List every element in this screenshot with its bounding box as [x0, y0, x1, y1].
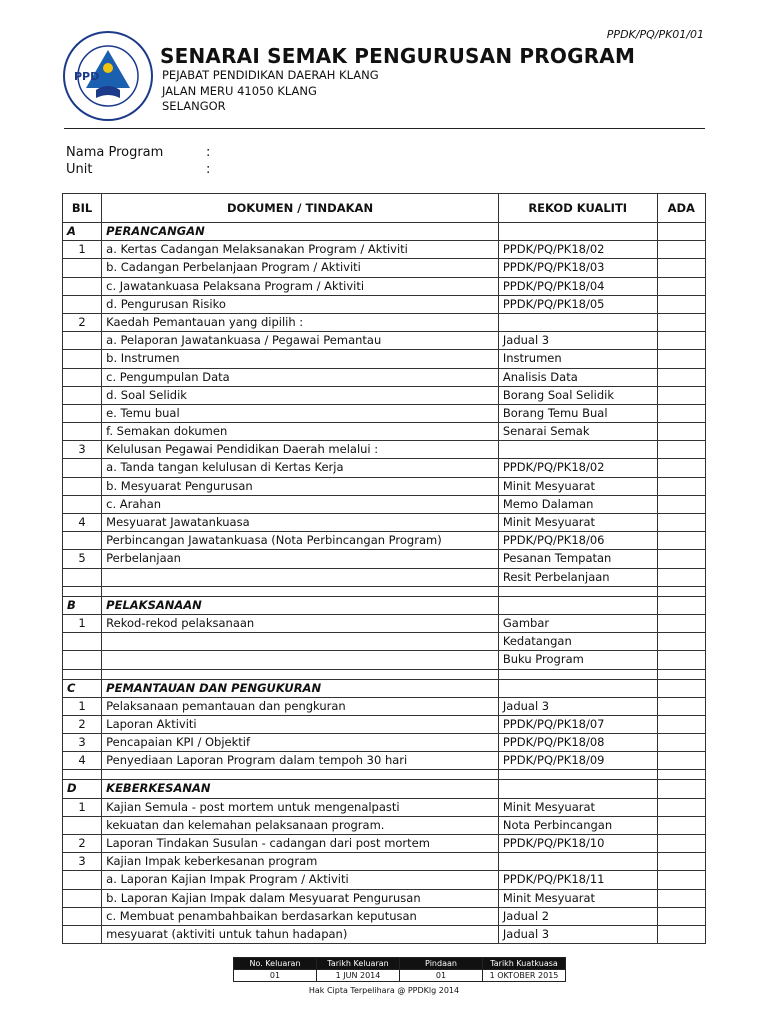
cell-rekod: Minit Mesyuarat	[498, 477, 657, 495]
cell-dokumen: Perbelanjaan	[102, 550, 499, 568]
cell-bil	[63, 423, 102, 441]
office-address	[162, 68, 379, 115]
table-row	[63, 697, 706, 715]
ada-checkbox-cell[interactable]	[657, 495, 705, 513]
ada-checkbox-cell[interactable]	[657, 532, 705, 550]
cell-rekod: Jadual 3	[498, 925, 657, 943]
cell-rekod: Minit Mesyuarat	[498, 889, 657, 907]
ada-checkbox-cell[interactable]	[657, 386, 705, 404]
field-separator: :	[206, 145, 211, 160]
cell-rekod: Minit Mesyuarat	[498, 514, 657, 532]
cell-rekod: Buku Program	[498, 651, 657, 669]
cell-rekod: Kedatangan	[498, 633, 657, 651]
table-row	[63, 633, 706, 651]
cell-bil	[63, 295, 102, 313]
table-row	[63, 313, 706, 331]
cell-bil	[63, 350, 102, 368]
cell-dokumen: c. Jawatankuasa Pelaksana Program / Aktiviti	[102, 277, 499, 295]
cell-bil	[63, 259, 102, 277]
section-row	[63, 596, 706, 614]
cell-dokumen	[102, 586, 499, 596]
cell-bil	[63, 277, 102, 295]
cell-rekod	[498, 853, 657, 871]
copyright-text: Hak Cipta Terpelihara @ PPDKlg 2014	[308, 986, 460, 995]
cell-bil	[63, 495, 102, 513]
cell-bil: D	[63, 780, 102, 798]
cell-dokumen: kekuatan dan kelemahan pelaksanaan program.	[102, 816, 499, 834]
table-row	[63, 871, 706, 889]
cell-rekod: PPDK/PQ/PK18/02	[498, 459, 657, 477]
table-row	[63, 368, 706, 386]
cell-rekod: PPDK/PQ/PK18/06	[498, 532, 657, 550]
cell-bil	[63, 386, 102, 404]
cell-dokumen: Kelulusan Pegawai Pendidikan Daerah melalui :	[102, 441, 499, 459]
table-row	[63, 459, 706, 477]
table-row	[63, 752, 706, 770]
cell-bil: 2	[63, 835, 102, 853]
cell-rekod: PPDK/PQ/PK18/03	[498, 259, 657, 277]
section-row	[63, 679, 706, 697]
table-row	[63, 816, 706, 834]
cell-bil: B	[63, 596, 102, 614]
ada-checkbox-cell[interactable]	[657, 752, 705, 770]
ada-checkbox-cell[interactable]	[657, 853, 705, 871]
cell-dokumen: Laporan Aktiviti	[102, 715, 499, 733]
cell-bil: 4	[63, 752, 102, 770]
revision-value: 1 OKTOBER 2015	[483, 970, 566, 982]
ada-checkbox-cell[interactable]	[657, 697, 705, 715]
ada-checkbox-cell[interactable]	[657, 477, 705, 495]
cell-rekod	[498, 441, 657, 459]
cell-dokumen: Penyediaan Laporan Program dalam tempoh 30 hari	[102, 752, 499, 770]
cell-rekod: Borang Temu Bual	[498, 404, 657, 422]
cell-rekod	[498, 679, 657, 697]
table-row	[63, 925, 706, 943]
cell-dokumen	[102, 669, 499, 679]
ada-checkbox-cell[interactable]	[657, 633, 705, 651]
revision-value: 01	[234, 970, 317, 982]
cell-dokumen: b. Cadangan Perbelanjaan Program / Aktiviti	[102, 259, 499, 277]
cell-dokumen: a. Kertas Cadangan Melaksanakan Program / Aktiviti	[102, 241, 499, 259]
cell-bil	[63, 871, 102, 889]
cell-rekod: PPDK/PQ/PK18/07	[498, 715, 657, 733]
cell-rekod: Jadual 3	[498, 332, 657, 350]
address-line: PEJABAT PENDIDIKAN DAERAH KLANG	[162, 68, 379, 82]
cell-rekod: Jadual 2	[498, 907, 657, 925]
cell-dokumen	[102, 770, 499, 780]
table-row	[63, 532, 706, 550]
spacer-row	[63, 770, 706, 780]
cell-dokumen: PELAKSANAAN	[102, 596, 499, 614]
cell-bil: 3	[63, 853, 102, 871]
ada-checkbox-cell[interactable]	[657, 889, 705, 907]
cell-dokumen: b. Mesyuarat Pengurusan	[102, 477, 499, 495]
revision-value-row	[234, 970, 566, 982]
field-separator: :	[206, 162, 211, 177]
cell-bil: C	[63, 679, 102, 697]
cell-dokumen	[102, 633, 499, 651]
revision-header: Pindaan	[400, 958, 483, 970]
cell-rekod: PPDK/PQ/PK18/05	[498, 295, 657, 313]
ada-checkbox-cell[interactable]	[657, 614, 705, 632]
cell-dokumen	[102, 651, 499, 669]
revision-header-row	[234, 958, 566, 970]
table-row	[63, 423, 706, 441]
table-row	[63, 614, 706, 632]
table-row	[63, 889, 706, 907]
cell-rekod: Instrumen	[498, 350, 657, 368]
table-row	[63, 441, 706, 459]
field-program-name[interactable]	[66, 144, 210, 161]
ada-checkbox-cell[interactable]	[657, 368, 705, 386]
table-row	[63, 404, 706, 422]
cell-dokumen: e. Temu bual	[102, 404, 499, 422]
ada-checkbox-cell[interactable]	[657, 715, 705, 733]
header-dokumen: DOKUMEN / TINDAKAN	[102, 194, 499, 223]
revision-value: 1 JUN 2014	[317, 970, 400, 982]
cell-bil: 3	[63, 441, 102, 459]
cell-dokumen: c. Membuat penambahbaikan berdasarkan keputusan	[102, 907, 499, 925]
cell-rekod	[498, 669, 657, 679]
cell-dokumen: Kajian Impak keberkesanan program	[102, 853, 499, 871]
ada-checkbox-cell[interactable]	[657, 423, 705, 441]
cell-dokumen: f. Semakan dokumen	[102, 423, 499, 441]
ada-checkbox-cell[interactable]	[657, 313, 705, 331]
ada-checkbox-cell[interactable]	[657, 925, 705, 943]
cell-bil	[63, 368, 102, 386]
header-divider	[64, 128, 705, 129]
cell-dokumen: Rekod-rekod pelaksanaan	[102, 614, 499, 632]
table-row	[63, 386, 706, 404]
ada-checkbox-cell[interactable]	[657, 871, 705, 889]
revision-value: 01	[400, 970, 483, 982]
cell-bil	[63, 532, 102, 550]
ada-checkbox-cell	[657, 223, 705, 241]
table-row	[63, 259, 706, 277]
cell-dokumen: Perbincangan Jawatankuasa (Nota Perbincangan Program)	[102, 532, 499, 550]
cell-bil	[63, 889, 102, 907]
ada-checkbox-cell[interactable]	[657, 332, 705, 350]
table-row	[63, 477, 706, 495]
ada-checkbox-cell[interactable]	[657, 651, 705, 669]
ada-checkbox-cell[interactable]	[657, 259, 705, 277]
section-row	[63, 223, 706, 241]
ada-checkbox-cell[interactable]	[657, 441, 705, 459]
spacer-row	[63, 669, 706, 679]
table-row	[63, 835, 706, 853]
cell-dokumen: a. Laporan Kajian Impak Program / Aktiviti	[102, 871, 499, 889]
field-label: Nama Program	[66, 145, 164, 160]
ada-checkbox-cell[interactable]	[657, 798, 705, 816]
table-row	[63, 568, 706, 586]
field-unit[interactable]	[66, 161, 210, 178]
header-rekod: REKOD KUALITI	[498, 194, 657, 223]
cell-bil: 1	[63, 798, 102, 816]
ada-checkbox-cell[interactable]	[657, 241, 705, 259]
table-row	[63, 277, 706, 295]
ada-checkbox-cell[interactable]	[657, 835, 705, 853]
cell-bil: 5	[63, 550, 102, 568]
cell-rekod: PPDK/PQ/PK18/08	[498, 734, 657, 752]
cell-rekod: PPDK/PQ/PK18/10	[498, 835, 657, 853]
ada-checkbox-cell[interactable]	[657, 550, 705, 568]
cell-rekod: Senarai Semak	[498, 423, 657, 441]
ada-checkbox-cell	[657, 770, 705, 780]
spacer-row	[63, 586, 706, 596]
cell-dokumen: a. Pelaporan Jawatankuasa / Pegawai Pemantau	[102, 332, 499, 350]
ada-checkbox-cell	[657, 586, 705, 596]
address-line: JALAN MERU 41050 KLANG	[162, 83, 317, 98]
table-row	[63, 350, 706, 368]
cell-dokumen: Mesyuarat Jawatankuasa	[102, 514, 499, 532]
cell-bil	[63, 459, 102, 477]
ada-checkbox-cell[interactable]	[657, 459, 705, 477]
cell-bil	[63, 586, 102, 596]
ada-checkbox-cell[interactable]	[657, 568, 705, 586]
cell-bil: A	[63, 223, 102, 241]
cell-dokumen	[102, 568, 499, 586]
address-line: SELANGOR	[162, 99, 226, 113]
table-row	[63, 853, 706, 871]
cell-bil	[63, 332, 102, 350]
ada-checkbox-cell[interactable]	[657, 295, 705, 313]
ada-checkbox-cell[interactable]	[657, 816, 705, 834]
cell-rekod: Pesanan Tempatan	[498, 550, 657, 568]
cell-dokumen: Kajian Semula - post mortem untuk mengenalpasti	[102, 798, 499, 816]
cell-dokumen: b. Instrumen	[102, 350, 499, 368]
cell-bil: 3	[63, 734, 102, 752]
cell-bil	[63, 816, 102, 834]
ada-checkbox-cell	[657, 596, 705, 614]
header-bil: BIL	[63, 194, 102, 223]
table-body	[63, 223, 706, 944]
cell-dokumen: d. Soal Selidik	[102, 386, 499, 404]
cell-bil	[63, 907, 102, 925]
ada-checkbox-cell[interactable]	[657, 514, 705, 532]
cell-dokumen: KEBERKESANAN	[102, 780, 499, 798]
cell-bil	[63, 477, 102, 495]
table-row	[63, 651, 706, 669]
cell-bil	[63, 925, 102, 943]
cell-bil	[63, 633, 102, 651]
document-code: PPDK/PQ/PK01/01	[606, 28, 704, 41]
table-row	[63, 495, 706, 513]
cell-bil: 2	[63, 313, 102, 331]
document-title: SENARAI SEMAK PENGURUSAN PROGRAM	[160, 44, 636, 68]
cell-bil: 1	[63, 614, 102, 632]
svg-text:PPD: PPD	[74, 70, 100, 83]
ada-checkbox-cell	[657, 679, 705, 697]
cell-bil: 1	[63, 241, 102, 259]
cell-dokumen: mesyuarat (aktiviti untuk tahun hadapan)	[102, 925, 499, 943]
ada-checkbox-cell[interactable]	[657, 734, 705, 752]
cell-dokumen: PERANCANGAN	[102, 223, 499, 241]
revision-header: No. Keluaran	[234, 958, 317, 970]
cell-rekod: Memo Dalaman	[498, 495, 657, 513]
cell-rekod	[498, 596, 657, 614]
cell-rekod: Resit Perbelanjaan	[498, 568, 657, 586]
cell-dokumen: a. Tanda tangan kelulusan di Kertas Kerja	[102, 459, 499, 477]
cell-rekod: Minit Mesyuarat	[498, 798, 657, 816]
cell-rekod	[498, 770, 657, 780]
table-row	[63, 332, 706, 350]
cell-rekod	[498, 780, 657, 798]
field-label: Unit	[66, 162, 93, 177]
cell-rekod: Gambar	[498, 614, 657, 632]
cell-rekod: Jadual 3	[498, 697, 657, 715]
cell-dokumen: d. Pengurusan Risiko	[102, 295, 499, 313]
revision-header: Tarikh Keluaran	[317, 958, 400, 970]
table-row	[63, 907, 706, 925]
cell-rekod: Analisis Data	[498, 368, 657, 386]
cell-bil	[63, 404, 102, 422]
cell-dokumen: c. Pengumpulan Data	[102, 368, 499, 386]
table-header-row	[63, 194, 706, 223]
cell-rekod: PPDK/PQ/PK18/02	[498, 241, 657, 259]
cell-rekod: PPDK/PQ/PK18/11	[498, 871, 657, 889]
cell-rekod: PPDK/PQ/PK18/04	[498, 277, 657, 295]
ada-checkbox-cell[interactable]	[657, 350, 705, 368]
table-row	[63, 550, 706, 568]
cell-dokumen: Pelaksanaan pemantauan dan pengkuran	[102, 697, 499, 715]
cell-dokumen: Pencapaian KPI / Objektif	[102, 734, 499, 752]
cell-bil	[63, 669, 102, 679]
ada-checkbox-cell	[657, 669, 705, 679]
cell-rekod: Nota Perbincangan	[498, 816, 657, 834]
ada-checkbox-cell[interactable]	[657, 907, 705, 925]
cell-bil: 4	[63, 514, 102, 532]
cell-bil	[63, 568, 102, 586]
table-row	[63, 295, 706, 313]
cell-bil	[63, 651, 102, 669]
section-row	[63, 780, 706, 798]
cell-dokumen: Laporan Tindakan Susulan - cadangan dari post mortem	[102, 835, 499, 853]
table-row	[63, 715, 706, 733]
revision-table	[233, 957, 566, 982]
cell-dokumen: Kaedah Pemantauan yang dipilih :	[102, 313, 499, 331]
cell-bil: 1	[63, 697, 102, 715]
table-row	[63, 241, 706, 259]
ada-checkbox-cell[interactable]	[657, 277, 705, 295]
header-ada: ADA	[657, 194, 705, 223]
table-row	[63, 514, 706, 532]
ppd-logo-icon	[60, 28, 156, 124]
table-row	[63, 798, 706, 816]
checklist-table	[62, 193, 706, 944]
program-fields	[66, 144, 210, 178]
ada-checkbox-cell[interactable]	[657, 404, 705, 422]
cell-rekod: Borang Soal Selidik	[498, 386, 657, 404]
ada-checkbox-cell	[657, 780, 705, 798]
cell-rekod	[498, 313, 657, 331]
table-row	[63, 734, 706, 752]
cell-dokumen: PEMANTAUAN DAN PENGUKURAN	[102, 679, 499, 697]
cell-dokumen: c. Arahan	[102, 495, 499, 513]
cell-rekod	[498, 223, 657, 241]
cell-rekod: PPDK/PQ/PK18/09	[498, 752, 657, 770]
cell-rekod	[498, 586, 657, 596]
cell-bil	[63, 770, 102, 780]
cell-bil: 2	[63, 715, 102, 733]
cell-dokumen: b. Laporan Kajian Impak dalam Mesyuarat Pengurusan	[102, 889, 499, 907]
revision-header: Tarikh Kuatkuasa	[483, 958, 566, 970]
